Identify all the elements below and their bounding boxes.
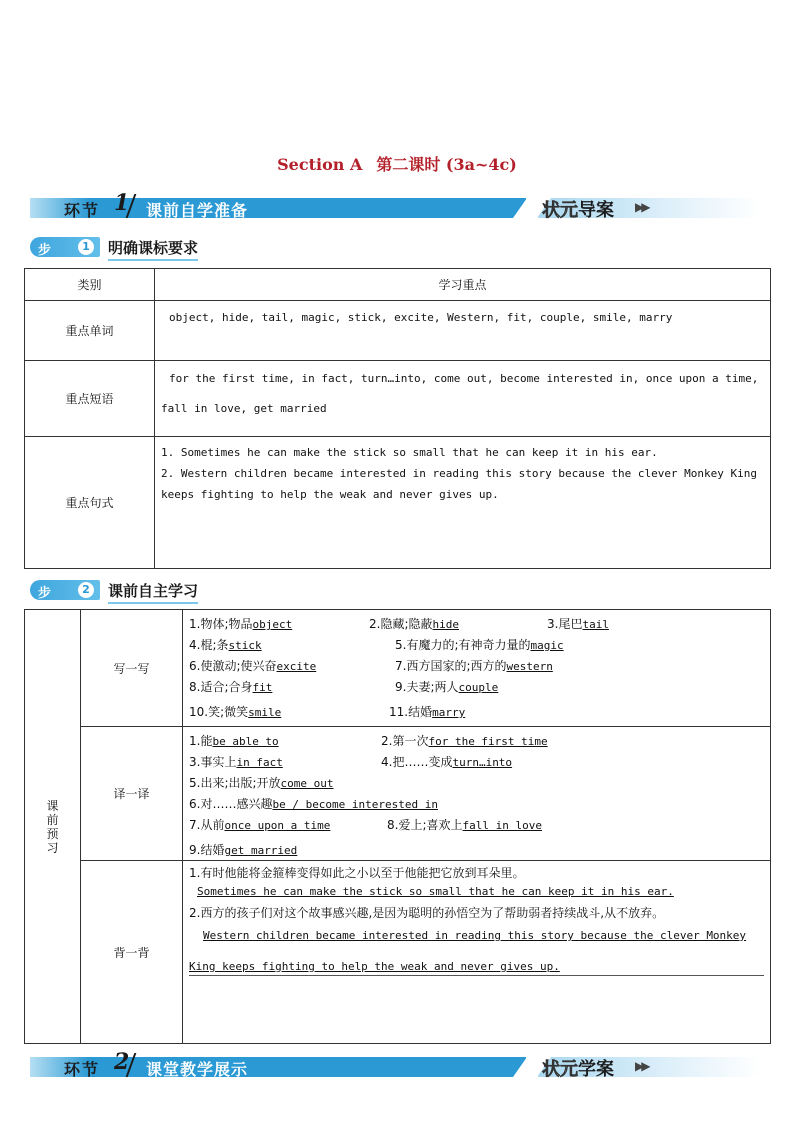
list-item: 11.结婚marry xyxy=(389,705,466,719)
recite-answer-1: Sometimes he can make the stick so small that he can keep it in his ear. xyxy=(197,885,674,898)
translate-cell xyxy=(183,727,771,861)
list-item: 9.夫妻;两人couple xyxy=(395,680,499,694)
write-cell xyxy=(183,610,771,727)
banner-number: 2 xyxy=(114,1049,130,1075)
translate-label: 译一译 xyxy=(81,727,183,861)
step-tag-label: 步骤 xyxy=(38,243,52,277)
step-title: 课前自主学习 xyxy=(108,580,198,604)
list-item: 9.结婚get married xyxy=(189,843,298,857)
row-category: 重点单词 xyxy=(25,301,155,361)
list-item: 7.从前once upon a time xyxy=(189,818,331,832)
list-item: 10.笑;微笑smile xyxy=(189,705,282,719)
header-category: 类别 xyxy=(25,269,155,301)
recite-question-2: 2.西方的孩子们对这个故事感兴趣,是因为聪明的孙悟空为了帮助弱者持续战斗,从不放弃。 xyxy=(189,906,665,920)
list-item: 1.物体;物品object xyxy=(189,617,293,631)
row-content: object, hide, tail, magic, stick, excite, Western, fit, couple, smile, marry xyxy=(155,301,771,361)
list-item: 5.出来;出版;开放come out xyxy=(189,776,334,790)
double-arrow-icon: ▶▶ xyxy=(635,1059,648,1073)
header-focus: 学习重点 xyxy=(155,269,771,301)
row-category: 重点短语 xyxy=(25,361,155,437)
list-item: 1.能be able to xyxy=(189,734,279,748)
banner-title: 课前自学准备 xyxy=(146,201,249,220)
section-banner-2 xyxy=(30,1049,760,1080)
row-content: 1. Sometimes he can make the stick so small that he can keep it in his ear. 2. Western children became interested in reading this story because the clever Monkey King keeps fighting to help the weak and never gives up. xyxy=(155,437,771,569)
step-number-badge: 1 xyxy=(78,239,94,255)
list-item: 2.第一次for the first time xyxy=(381,734,548,748)
row-category: 重点句式 xyxy=(25,437,155,569)
page-title xyxy=(0,152,794,175)
list-item: 4.棍;条stick xyxy=(189,638,262,652)
objectives-table xyxy=(24,268,771,569)
list-item: 3.尾巴tail xyxy=(547,617,609,631)
list-item: 8.爱上;喜欢上fall in love xyxy=(387,818,542,832)
recite-cell xyxy=(183,861,771,1044)
list-item: 3.事实上in fact xyxy=(189,755,283,769)
write-label: 写一写 xyxy=(81,610,183,727)
recite-answer-2b: King keeps fighting to help the weak and never gives up. xyxy=(189,960,560,973)
title-lesson: 第二课时 (3a~4c) xyxy=(376,155,517,174)
list-item: 6.对……感兴趣be / become interested in xyxy=(189,797,439,811)
banner-brand: 状元导案 xyxy=(542,200,614,221)
banner-brand: 状元学案 xyxy=(542,1059,614,1080)
list-item: 7.西方国家的;西方的western xyxy=(395,659,553,673)
step-title: 明确课标要求 xyxy=(108,237,198,261)
double-arrow-icon: ▶▶ xyxy=(635,200,648,214)
recite-answer-2a: Western children became interested in reading this story because the clever Monkey xyxy=(203,929,747,942)
banner-env-label: 环节 xyxy=(64,201,101,220)
table-row xyxy=(25,437,771,569)
banner-title: 课堂教学展示 xyxy=(146,1060,249,1079)
banner-number: 1 xyxy=(114,190,130,216)
recite-question-1: 1.有时他能将金箍棒变得如此之小以至于他能把它放到耳朵里。 xyxy=(189,866,525,880)
section-banner-1 xyxy=(30,190,760,221)
table-row xyxy=(25,361,771,437)
list-item: 2.隐藏;隐蔽hide xyxy=(369,617,459,631)
side-label: 课前预习 xyxy=(25,610,81,1044)
list-item: 8.适合;合身fit xyxy=(189,680,273,694)
list-item: 4.把……变成turn…into xyxy=(381,755,513,769)
step-number-badge: 2 xyxy=(78,582,94,598)
list-item: 6.使激动;使兴奋excite xyxy=(189,659,317,673)
recite-label: 背一背 xyxy=(81,861,183,1044)
table-row xyxy=(25,301,771,361)
step-tag-label: 步骤 xyxy=(38,586,52,620)
banner-env-label: 环节 xyxy=(64,1060,101,1079)
title-section: Section A xyxy=(277,155,363,174)
list-item: 5.有魔力的;有神奇力量的magic xyxy=(395,638,564,652)
preview-table xyxy=(24,609,771,1044)
row-content: for the first time, in fact, turn…into, come out, become interested in, once upon a time, fall in love, get married xyxy=(155,361,771,437)
